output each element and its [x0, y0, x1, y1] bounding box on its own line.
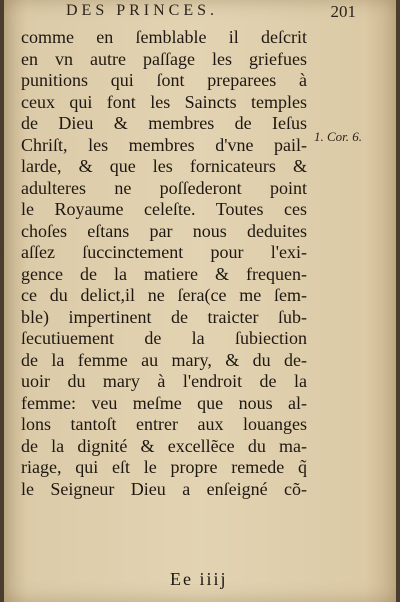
body-text: [21, 27, 307, 500]
text-line: riage, qui eſt le propre remede q̃: [21, 457, 307, 477]
text-line: ce du delict,il ne ſera(ce me ſem-: [21, 285, 307, 305]
text-line: le Seigneur Dieu a enſeigné cõ-: [21, 478, 307, 499]
book-page: [4, 0, 396, 602]
text-line: de la femme au mary, & du de-: [21, 349, 307, 370]
running-title: DES PRINCES.: [66, 2, 219, 19]
signature-mark: Ee iiij: [170, 569, 228, 589]
text-line: punitions qui ſont preparees à: [21, 70, 307, 90]
running-head: [66, 2, 356, 22]
text-line: de Dieu & membres de Ieſus: [21, 113, 307, 133]
text-line: gence de la matiere & frequen-: [21, 263, 307, 284]
text-line: ble) impertinent de traicter ſub-: [21, 306, 307, 327]
text-line: uoir du mary à l'endroit de la: [21, 371, 307, 391]
text-line: ceux qui font les Saincts temples: [21, 91, 307, 112]
text-line: de la dignité & excellẽce du ma-: [21, 435, 307, 456]
text-line: larde, & que les fornicateurs &: [21, 156, 307, 176]
text-line: en vn autre paſſage les griefues: [21, 48, 307, 69]
text-line: choſes eſtans par nous deduites: [21, 220, 307, 241]
marginal-note: 1. Cor. 6.: [314, 129, 363, 144]
text-line: aſſez ſuccinctement pour l'exi-: [21, 242, 307, 262]
text-line: ſecutiuement de la ſubiection: [21, 328, 307, 348]
text-line: Chriſt, les membres d'vne pail-: [21, 134, 307, 155]
text-line: le Royaume celeſte. Toutes ces: [21, 199, 307, 219]
text-line: lons tantoſt entrer aux louanges: [21, 414, 307, 434]
page-number: 201: [330, 2, 356, 21]
text-line: femme: veu meſme que nous al-: [21, 392, 307, 413]
text-line: adulteres ne poſſederont point: [21, 177, 307, 198]
text-line: comme en ſemblable il deſcrit: [21, 27, 307, 47]
